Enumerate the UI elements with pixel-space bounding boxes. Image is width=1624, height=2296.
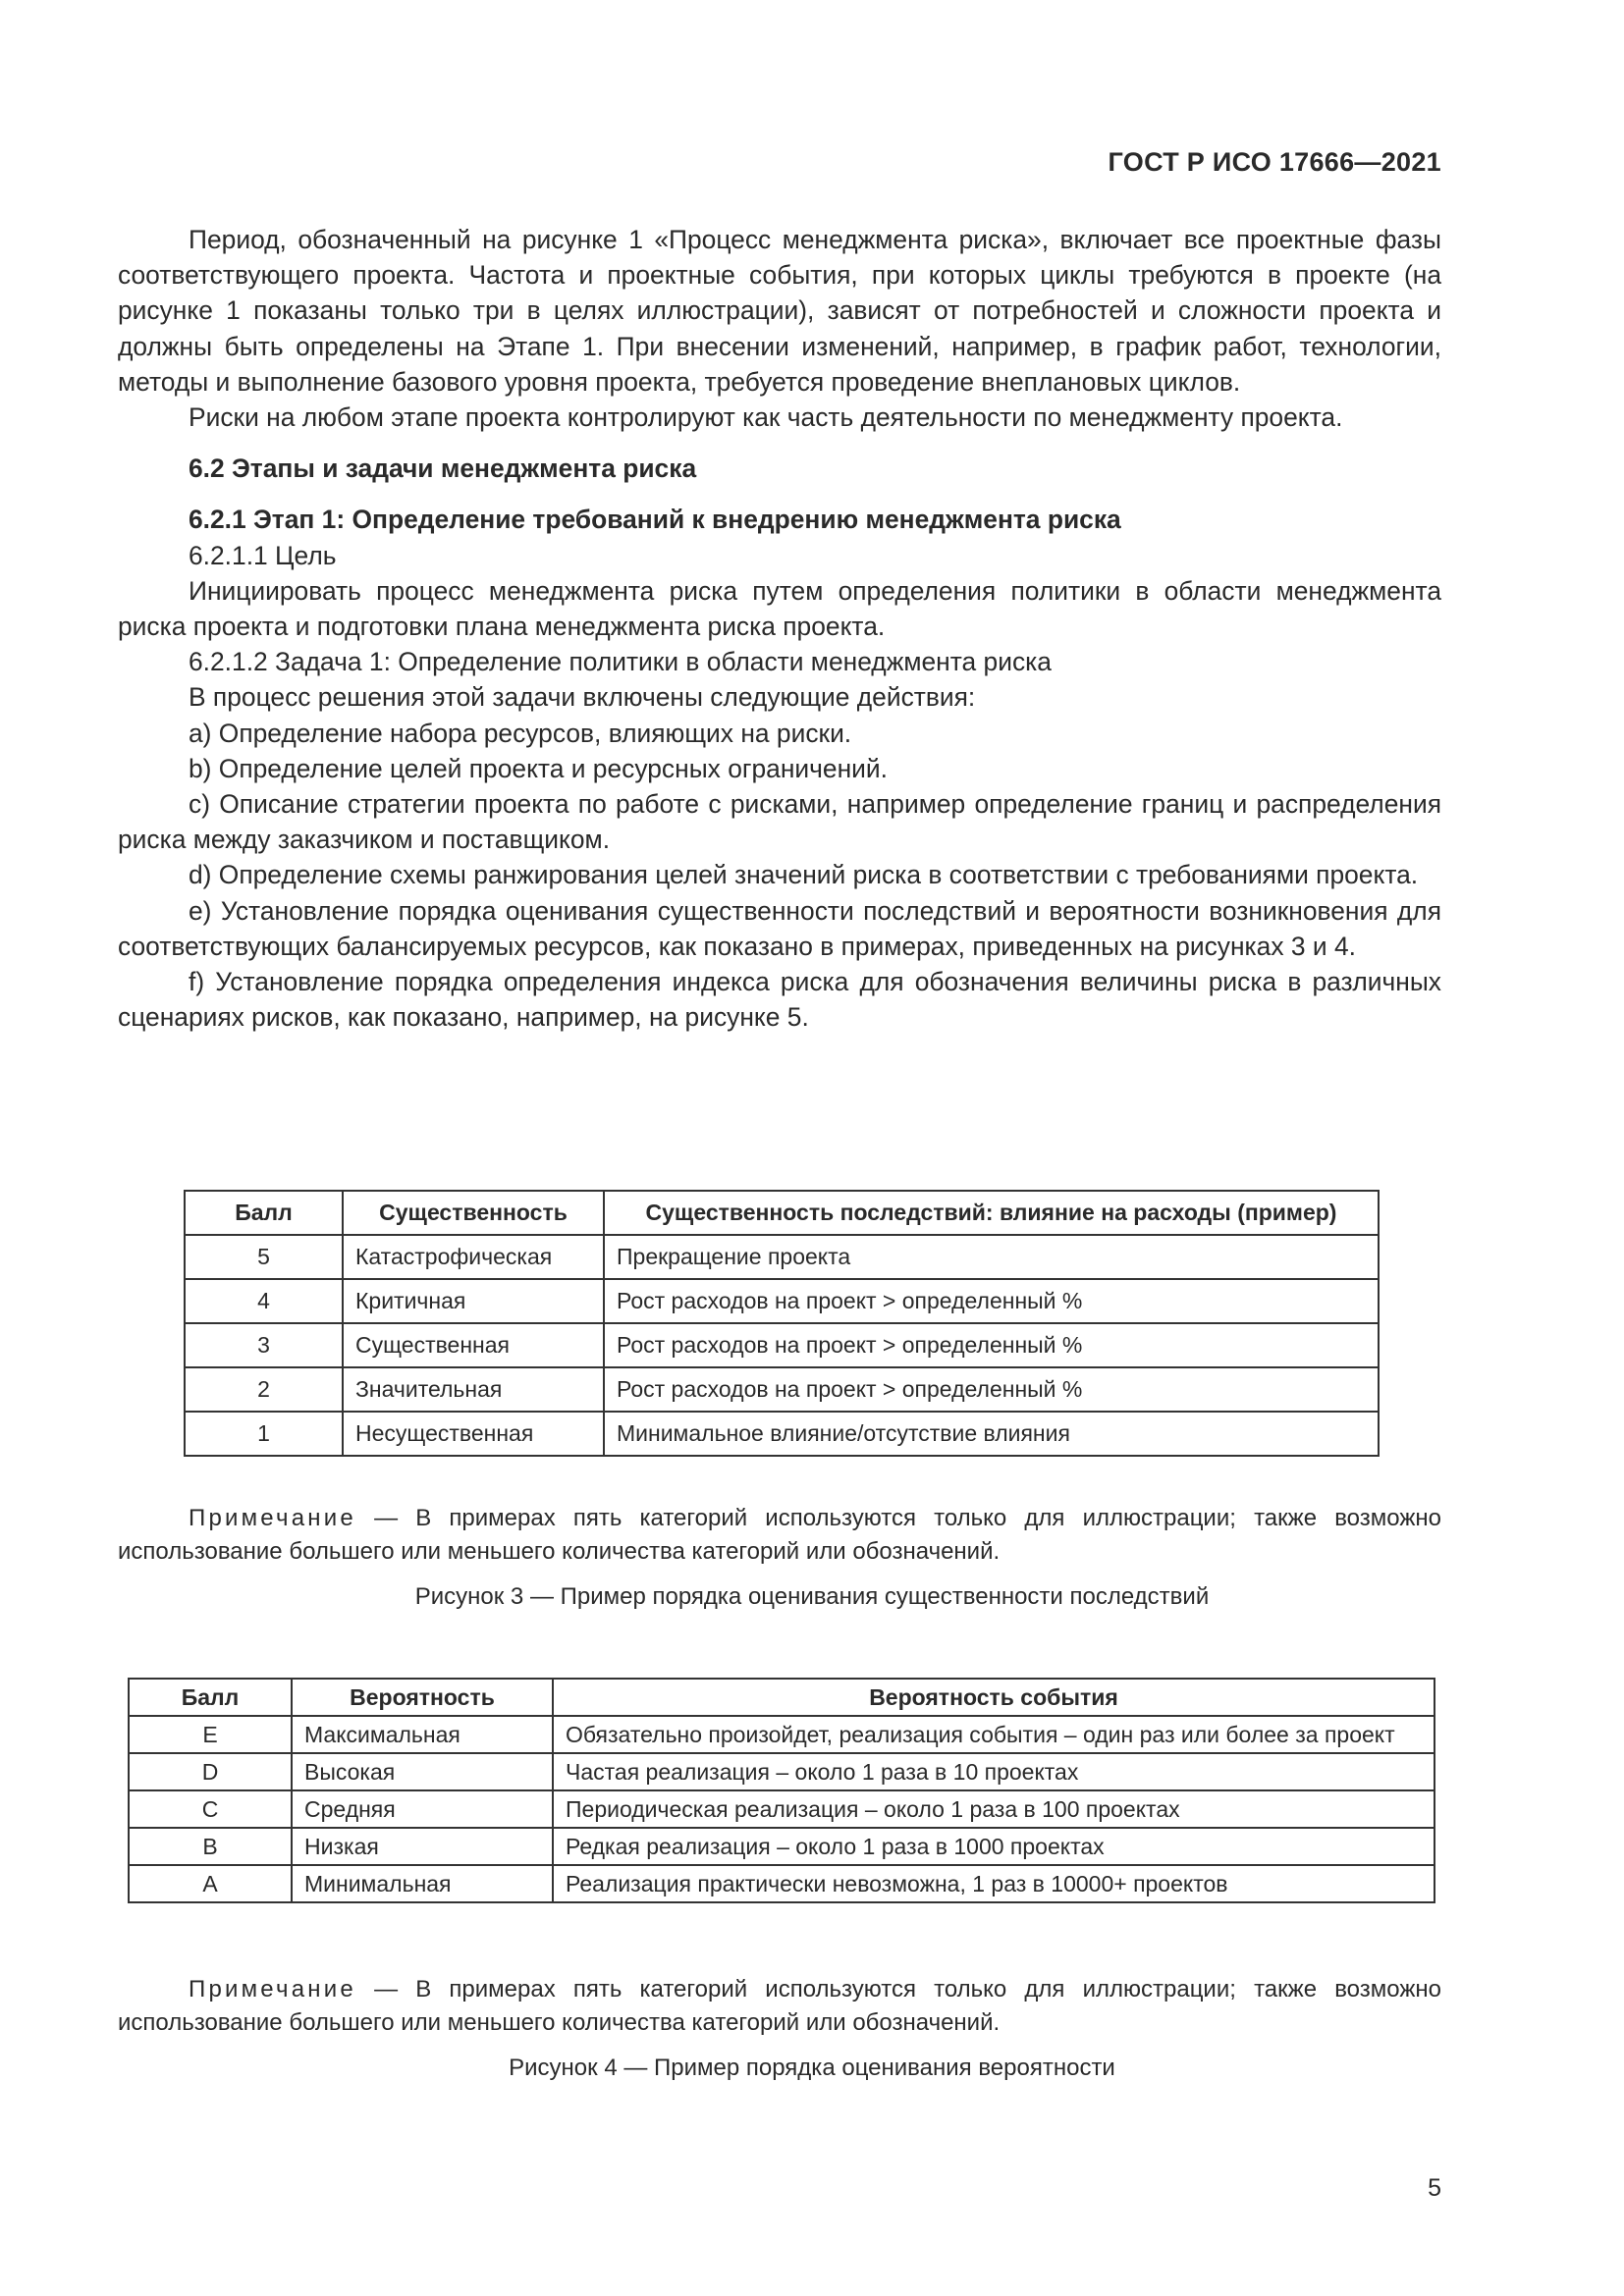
table-row — [185, 1367, 1379, 1412]
table-cell: C — [129, 1790, 292, 1828]
table-cell: Редкая реализация – около 1 раза в 1000 проектах — [553, 1828, 1435, 1865]
table-header: Вероятность — [292, 1679, 553, 1716]
table-cell: 4 — [185, 1279, 343, 1323]
table-cell: 5 — [185, 1235, 343, 1279]
table-cell: Минимальная — [292, 1865, 553, 1902]
table-header: Вероятность события — [553, 1679, 1435, 1716]
table-header: Балл — [129, 1679, 292, 1716]
probability-table — [128, 1678, 1435, 1903]
table-cell: Существенная — [343, 1323, 604, 1367]
paragraph: Период, обозначенный на рисунке 1 «Процесс менеджмента риска», включает все проектные фазы соответствующего проекта. Частота и проектные события, при которых циклы требуются в проекте (на рисунке 1 показаны только три в целях иллюстрации), зависят от потребностей и сложности проекта и должны быть определены на Этапе 1. При внесении изменений, например, в график работ, технологии, методы и выполнение базового уровня проекта, требуется проведение внеплановых циклов. — [118, 225, 1441, 397]
table-header: Существенность последствий: влияние на расходы (пример) — [604, 1191, 1379, 1235]
table-header: Существенность — [343, 1191, 604, 1235]
table-cell: Минимальное влияние/отсутствие влияния — [604, 1412, 1379, 1456]
table-row — [185, 1323, 1379, 1367]
table-header-row — [185, 1191, 1379, 1235]
table-cell: E — [129, 1716, 292, 1753]
paragraph: В процесс решения этой задачи включены следующие действия: — [189, 682, 976, 713]
table-cell: Высокая — [292, 1753, 553, 1790]
table-cell: A — [129, 1865, 292, 1902]
list-item: a) Определение набора ресурсов, влияющих на риски. — [189, 718, 852, 748]
table-cell: Средняя — [292, 1790, 553, 1828]
table-cell: B — [129, 1828, 292, 1865]
note-label: Примечание — [189, 1505, 356, 1531]
list-item: d) Определение схемы ранжирования целей значений риска в соответствии с требованиями проекта. — [189, 860, 1419, 890]
figure-caption: Рисунок 4 — Пример порядка оценивания вероятности — [509, 2055, 1115, 2081]
table-cell: Значительная — [343, 1367, 604, 1412]
table-cell: Рост расходов на проект > определенный % — [604, 1323, 1379, 1367]
paragraph: Риски на любом этапе проекта контролируют как часть деятельности по менеджменту проекта. — [189, 402, 1343, 433]
table-cell: Периодическая реализация – около 1 раза в 100 проектах — [553, 1790, 1435, 1828]
table-row — [129, 1865, 1435, 1902]
table-cell: Прекращение проекта — [604, 1235, 1379, 1279]
section-heading: 6.2 Этапы и задачи менеджмента риска — [189, 454, 697, 484]
table-cell: Максимальная — [292, 1716, 553, 1753]
table-row — [129, 1828, 1435, 1865]
note — [118, 1973, 1441, 2040]
page-number: 5 — [1428, 2174, 1441, 2202]
note-text: — В примерах пять категорий используются только для иллюстрации; также возможно использование большего или меньшего количества категорий или обозначений. — [118, 1505, 1441, 1565]
table-cell: Низкая — [292, 1828, 553, 1865]
paragraph: Инициировать процесс менеджмента риска путем определения политики в области менеджмента риска проекта и подготовки плана менеджмента риска проекта. — [118, 575, 1441, 642]
list-item: f) Установление порядка определения индекса риска для обозначения величины риска в различных сценариях рисков, как показано, например, на рисунке 5. — [118, 967, 1441, 1033]
figure-caption: Рисунок 3 — Пример порядка оценивания существенности последствий — [414, 1583, 1210, 1610]
table-row — [185, 1412, 1379, 1456]
table-cell: Обязательно произойдет, реализация события – один раз или более за проект — [553, 1716, 1435, 1753]
table-header: Балл — [185, 1191, 343, 1235]
table-cell: Частая реализация – около 1 раза в 10 проектах — [553, 1753, 1435, 1790]
table-cell: 3 — [185, 1323, 343, 1367]
table-cell: D — [129, 1753, 292, 1790]
table-cell: 2 — [185, 1367, 343, 1412]
list-item: e) Установление порядка оценивания существенности последствий и вероятности возникновения для соответствующих балансируемых ресурсов, как показано в примерах, приведенных на рисунках 3 и 4. — [118, 895, 1441, 961]
table-header-row — [129, 1679, 1435, 1716]
list-item: c) Описание стратегии проекта по работе с рисками, например определение границ и распределения риска между заказчиком и поставщиком. — [118, 789, 1441, 855]
table-cell: Критичная — [343, 1279, 604, 1323]
table-cell: Реализация практически невозможна, 1 раз в 10000+ проектов — [553, 1865, 1435, 1902]
subsection-heading: 6.2.1 Этап 1: Определение требований к внедрению менеджмента риска — [189, 505, 1121, 535]
table-row — [129, 1790, 1435, 1828]
consequence-severity-table — [184, 1190, 1380, 1457]
table-cell: Катастрофическая — [343, 1235, 604, 1279]
table-cell: Несущественная — [343, 1412, 604, 1456]
table-cell: 1 — [185, 1412, 343, 1456]
table-cell: Рост расходов на проект > определенный % — [604, 1279, 1379, 1323]
note-text: — В примерах пять категорий используются только для иллюстрации; также возможно использование большего или меньшего количества категорий или обозначений. — [118, 1976, 1441, 2036]
table-cell: Рост расходов на проект > определенный % — [604, 1367, 1379, 1412]
document-header: ГОСТ Р ИСО 17666—2021 — [1108, 147, 1441, 177]
body-text — [118, 222, 1441, 1035]
table-row — [185, 1235, 1379, 1279]
note-label: Примечание — [189, 1976, 356, 2002]
list-item: b) Определение целей проекта и ресурсных ограничений. — [189, 753, 888, 783]
table-row — [185, 1279, 1379, 1323]
note — [118, 1502, 1441, 1569]
paragraph: 6.2.1.1 Цель — [189, 540, 337, 570]
table-row — [129, 1753, 1435, 1790]
table-row — [129, 1716, 1435, 1753]
paragraph: 6.2.1.2 Задача 1: Определение политики в области менеджмента риска — [189, 647, 1052, 677]
